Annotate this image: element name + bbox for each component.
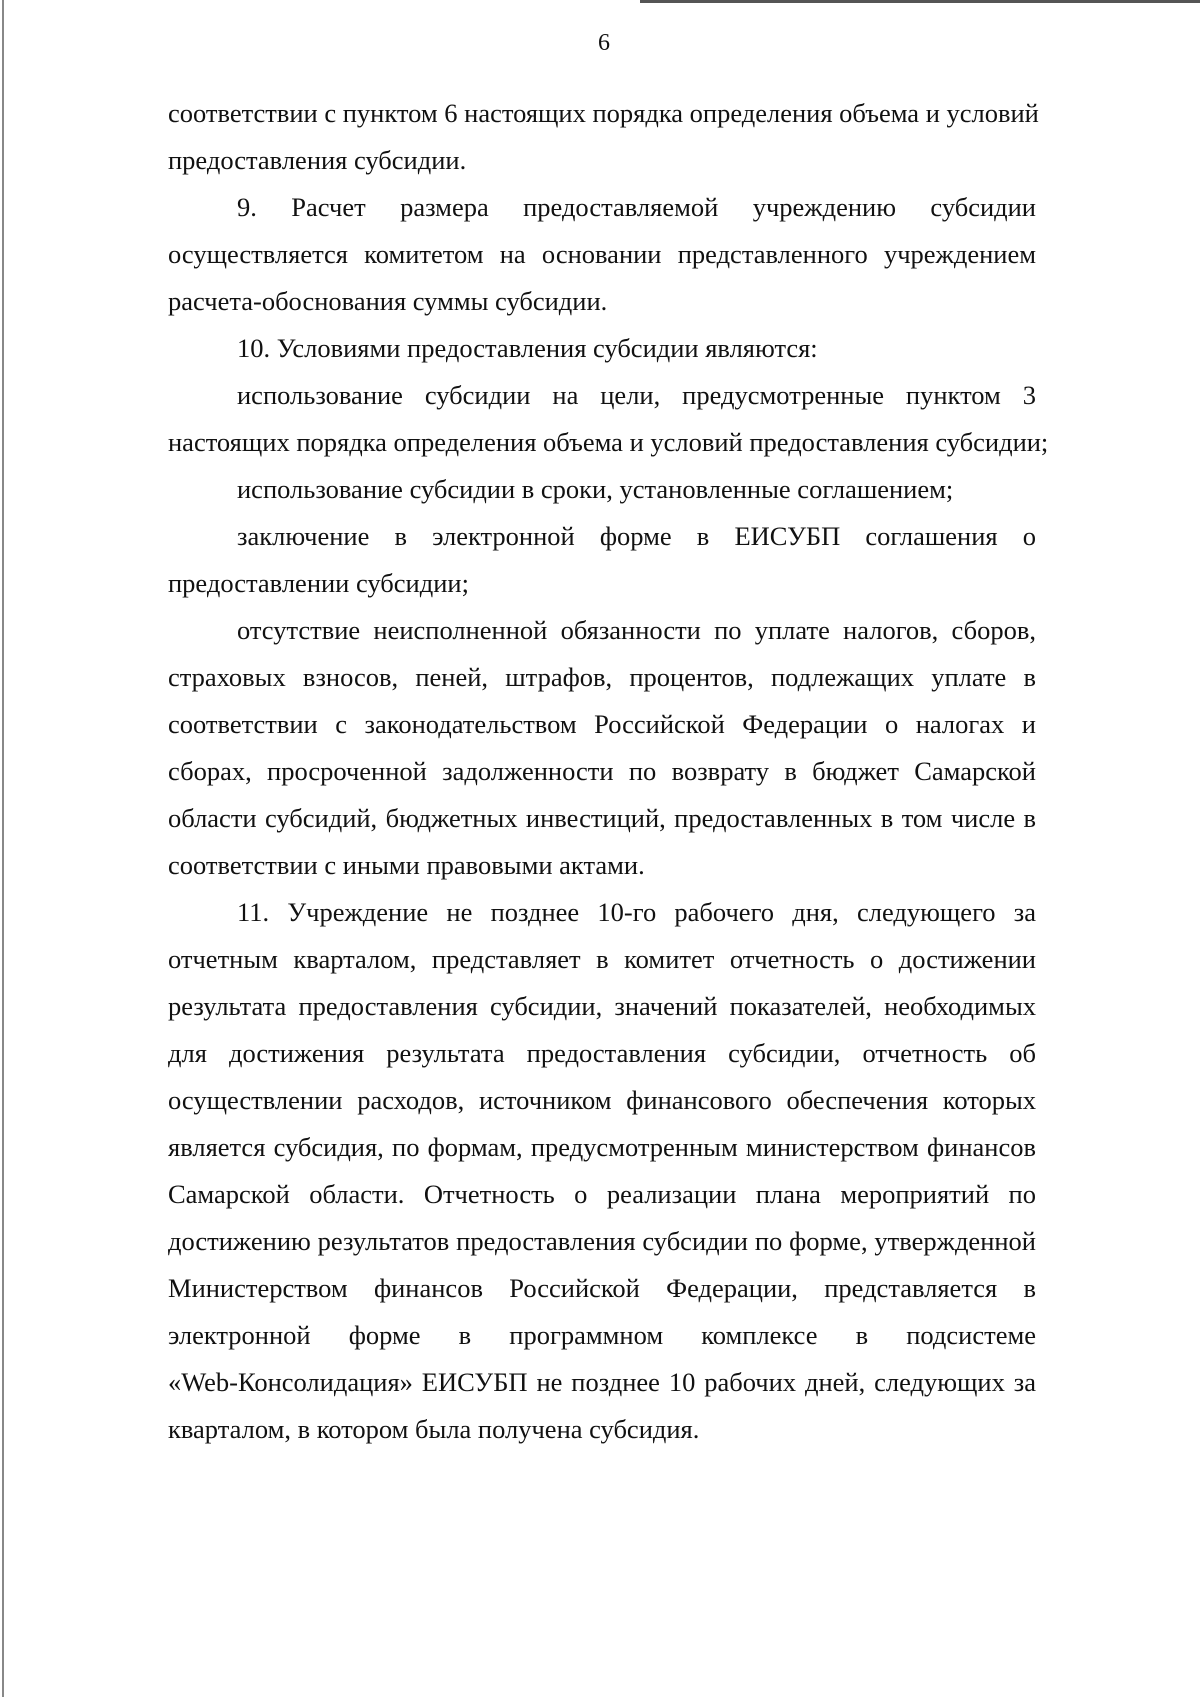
text-line: настоящих порядка определения объема и условий предоставления субсидии; — [168, 427, 1049, 457]
paragraph — [168, 184, 1036, 325]
text-line: соответствии с пунктом 6 настоящих порядка определения объема и условий — [168, 98, 1039, 128]
text-line: Самарской области. Отчетность о реализации плана мероприятий по — [168, 1179, 1036, 1209]
text-line: сборах, просроченной задолженности по возврату в бюджет Самарской — [168, 756, 1036, 786]
text-line: страховых взносов, пеней, штрафов, процентов, подлежащих уплате в — [168, 662, 1036, 692]
text-line: заключение в электронной форме в ЕИСУБП соглашения о — [237, 521, 1036, 551]
text-line: отчетным кварталом, представляет в комитет отчетность о достижении — [168, 944, 1036, 974]
text-line: расчета-обоснования суммы субсидии. — [168, 286, 608, 316]
paragraph — [168, 889, 1036, 1453]
text-line: является субсидия, по формам, предусмотренным министерством финансов — [168, 1132, 1036, 1162]
scan-edge-left — [2, 0, 4, 1697]
paragraph — [168, 372, 1049, 466]
text-line: соответствии с иными правовыми актами. — [168, 850, 645, 880]
text-line: «Web-Консолидация» ЕИСУБП не позднее 10 рабочих дней, следующих за — [168, 1367, 1036, 1397]
text-line: осуществлении расходов, источником финансового обеспечения которых — [168, 1085, 1036, 1115]
text-line: предоставлении субсидии; — [168, 568, 469, 598]
paragraph — [168, 466, 1036, 513]
text-line: области субсидий, бюджетных инвестиций, предоставленных в том числе в — [168, 803, 1036, 833]
text-line: предоставления субсидии. — [168, 145, 467, 175]
text-line: электронной форме в программном комплексе в подсистеме — [168, 1320, 1036, 1350]
text-line: осуществляется комитетом на основании представленного учреждением — [168, 239, 1036, 269]
text-line: достижению результатов предоставления субсидии по форме, утвержденной — [168, 1226, 1036, 1256]
scan-edge-top — [640, 0, 1200, 3]
text-line: результата предоставления субсидии, значений показателей, необходимых — [168, 991, 1036, 1021]
text-line: использование субсидии в сроки, установленные соглашением; — [237, 474, 954, 504]
text-line: 9. Расчет размера предоставляемой учреждению субсидии — [237, 192, 1036, 222]
text-line: соответствии с законодательством Российской Федерации о налогах и — [168, 709, 1036, 739]
text-line: кварталом, в котором была получена субсидия. — [168, 1414, 700, 1444]
text-line: 11. Учреждение не позднее 10-го рабочего дня, следующего за — [237, 897, 1036, 927]
text-line: для достижения результата предоставления субсидии, отчетность об — [168, 1038, 1036, 1068]
page-number: 6 — [598, 30, 610, 56]
paragraph — [168, 90, 1039, 184]
document-body — [168, 90, 1049, 1453]
paragraph — [168, 325, 1036, 372]
paragraph — [168, 607, 1036, 889]
text-line: отсутствие неисполненной обязанности по уплате налогов, сборов, — [237, 615, 1036, 645]
text-line: Министерством финансов Российской Федерации, представляется в — [168, 1273, 1036, 1303]
text-line: использование субсидии на цели, предусмотренные пунктом 3 — [237, 380, 1036, 410]
text-line: 10. Условиями предоставления субсидии являются: — [237, 333, 818, 363]
paragraph — [168, 513, 1036, 607]
